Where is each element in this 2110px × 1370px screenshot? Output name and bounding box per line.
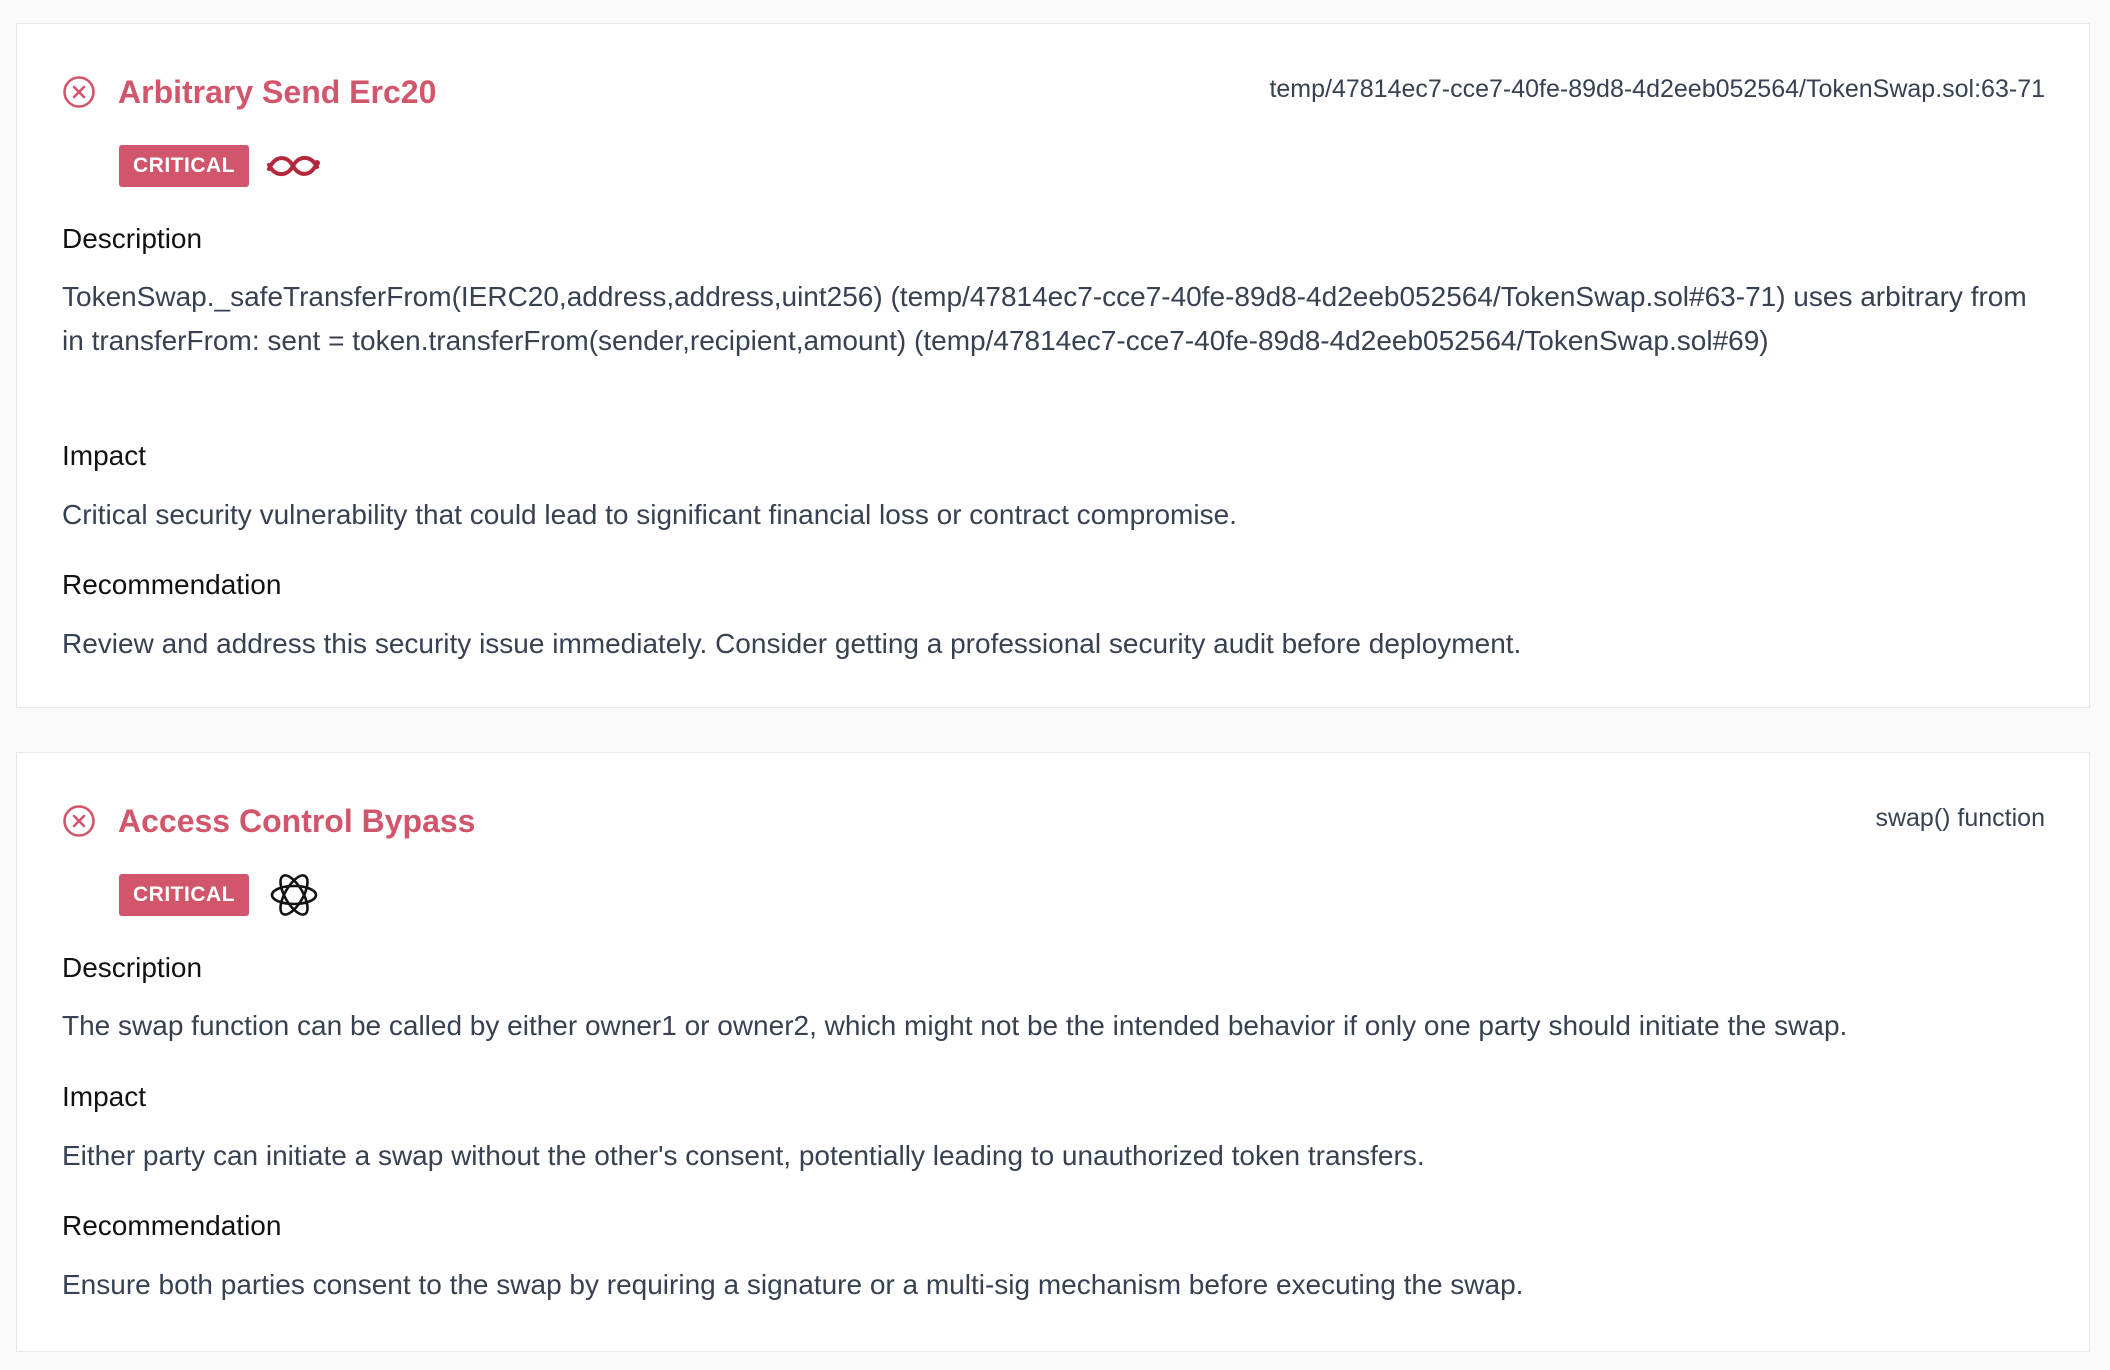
finding-header xyxy=(62,801,475,841)
severity-badge: CRITICAL xyxy=(119,874,249,916)
recommendation-label: Recommendation xyxy=(62,1210,282,1241)
finding-card xyxy=(16,752,2090,1352)
recommendation-text: Ensure both parties consent to the swap by requiring a signature or a multi-sig mechanism before executing the swap. xyxy=(62,1269,1524,1300)
impact-text: Critical security vulnerability that could lead to significant financial loss or contract compromise. xyxy=(62,499,1237,530)
finding-title: Access Control Bypass xyxy=(118,803,476,839)
description-label: Description xyxy=(62,223,203,254)
finding-location: temp/47814ec7-cce7-40fe-89d8-4d2eeb052564/TokenSwap.sol:63-71 xyxy=(1269,75,2045,103)
description-label: Description xyxy=(62,952,203,983)
finding-location: swap() function xyxy=(1875,804,2045,832)
badge-row xyxy=(119,866,323,924)
severity-badge: CRITICAL xyxy=(119,145,249,187)
impact-text: Either party can initiate a swap without the other's consent, potentially leading to unauthorized token transfers. xyxy=(62,1140,1425,1171)
description-text: TokenSwap._safeTransferFrom(IERC20,address,address,uint256) (temp/47814ec7-cce7-40fe-89d8-4d2eeb052564/TokenSwap.sol#63-71) uses arbitrary from in transferFrom: sent = token.transferFrom(sender,recipient,amount) (temp/47814ec7-cce7-40fe-89d8-4d2eeb052564/TokenSwap.sol#69) xyxy=(62,281,2027,356)
impact-label: Impact xyxy=(62,1081,147,1112)
slither-snake-icon xyxy=(265,137,323,195)
error-circle-icon xyxy=(62,804,96,838)
description-text: The swap function can be called by either owner1 or owner2, which might not be the intended behavior if only one party should initiate the swap. xyxy=(62,1010,1848,1041)
finding-card xyxy=(16,23,2090,708)
recommendation-label: Recommendation xyxy=(62,569,282,600)
error-circle-icon xyxy=(62,75,96,109)
impact-label: Impact xyxy=(62,440,147,471)
openai-logo-icon xyxy=(265,866,323,924)
finding-header xyxy=(62,72,436,112)
badge-row xyxy=(119,137,323,195)
recommendation-text: Review and address this security issue immediately. Consider getting a professional security audit before deployment. xyxy=(62,628,1522,659)
finding-title: Arbitrary Send Erc20 xyxy=(118,74,437,110)
